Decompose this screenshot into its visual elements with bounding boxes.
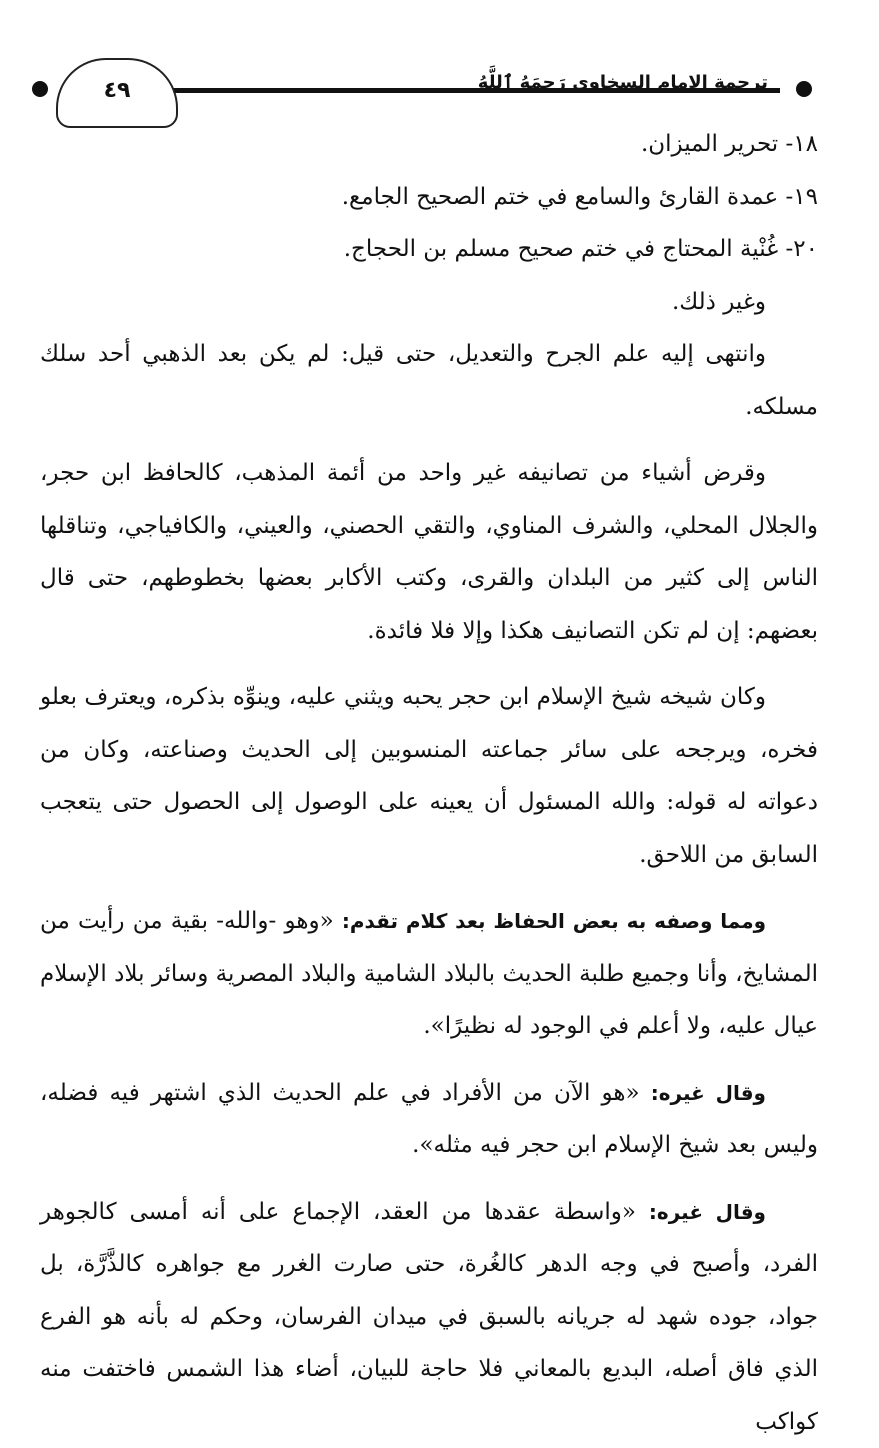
ornament-dot-left bbox=[32, 81, 48, 97]
quote-text: «هو الآن من الأفراد في علم الحديث الذي اشتهر فيه فضله، وليس بعد شيخ الإسلام ابن حجر فيه مثله». bbox=[40, 1080, 818, 1159]
running-title: ترجمة الإمام السخاوي رَحِمَهُ ٱللَّهُ bbox=[478, 72, 768, 93]
page-number: ٤٩ bbox=[56, 58, 178, 128]
paragraph-intaha: وانتهى إليه علم الجرح والتعديل، حتى قيل: لم يكن بعد الذهبي أحد سلك مسلكه. bbox=[40, 328, 818, 433]
quote-text: «واسطة عقدها من العقد، الإجماع على أنه أمسى كالجوهر الفرد، وأصبح في وجه الدهر كالغُرة، حتى صارت الغرر مع جواهره كالذَّرَّة، بل جواد، جوده شهد له جريانه بالسبق في ميدان الفرسان، وحكم له بأنه هو الفرع الذي فاق أصله، البديع بالمعاني فلا حاجة للبيان، أضاء هذا الشمس فاختفت منه كواكب bbox=[40, 1199, 818, 1435]
paragraph-lead: ومما وصفه به بعض الحفاظ بعد كلام تقدم: bbox=[342, 909, 766, 933]
list-item: ١٨- تحرير الميزان. bbox=[40, 118, 818, 171]
paragraph-lead: وقال غيره: bbox=[649, 1200, 766, 1224]
paragraph-qarrada: وقرض أشياء من تصانيفه غير واحد من أئمة المذهب، كالحافظ ابن حجر، والجلال المحلي، والشرف المناوي، والتقي الحصني، والعيني، والكافياجي، وتناقلها الناس إلى كثير من البلدان والقرى، وكتب الأكابر بعضها بخطوطهم، حتى قال بعضهم: إن لم تكن التصانيف هكذا وإلا فلا فائدة. bbox=[40, 447, 818, 657]
paragraph-shaykh: وكان شيخه شيخ الإسلام ابن حجر يحبه ويثني عليه، وينوِّه بذكره، ويعترف بعلو فخره، ويرجحه على سائر جماعته المنسوبين إلى الحديث وصناعته، وكان من دعواته له قوله: والله المسئول أن يعينه على الوصول إلى الحصول حتى يتعجب السابق من اللاحق. bbox=[40, 671, 818, 881]
paragraph-ghayruh-1 bbox=[40, 1067, 818, 1172]
paragraph-ghayruh-2 bbox=[40, 1186, 818, 1448]
paragraph-other: وغير ذلك. bbox=[40, 276, 818, 329]
quote-text: «وهو -والله- بقية من رأيت من المشايخ، وأنا وجميع طلبة الحديث بالبلاد الشامية والبلاد المصرية وسائر بلاد الإسلام عيال عليه، ولا أعلم في الوجود له نظيرًا». bbox=[40, 908, 818, 1039]
page-body bbox=[40, 118, 818, 1448]
paragraph-lead: وقال غيره: bbox=[651, 1081, 766, 1105]
ornament-dot-right bbox=[796, 81, 812, 97]
list-item: ٢٠- غُنْية المحتاج في ختم صحيح مسلم بن الحجاج. bbox=[40, 223, 818, 276]
paragraph-wasf bbox=[40, 895, 818, 1053]
list-item: ١٩- عمدة القارئ والسامع في ختم الصحيح الجامع. bbox=[40, 171, 818, 224]
